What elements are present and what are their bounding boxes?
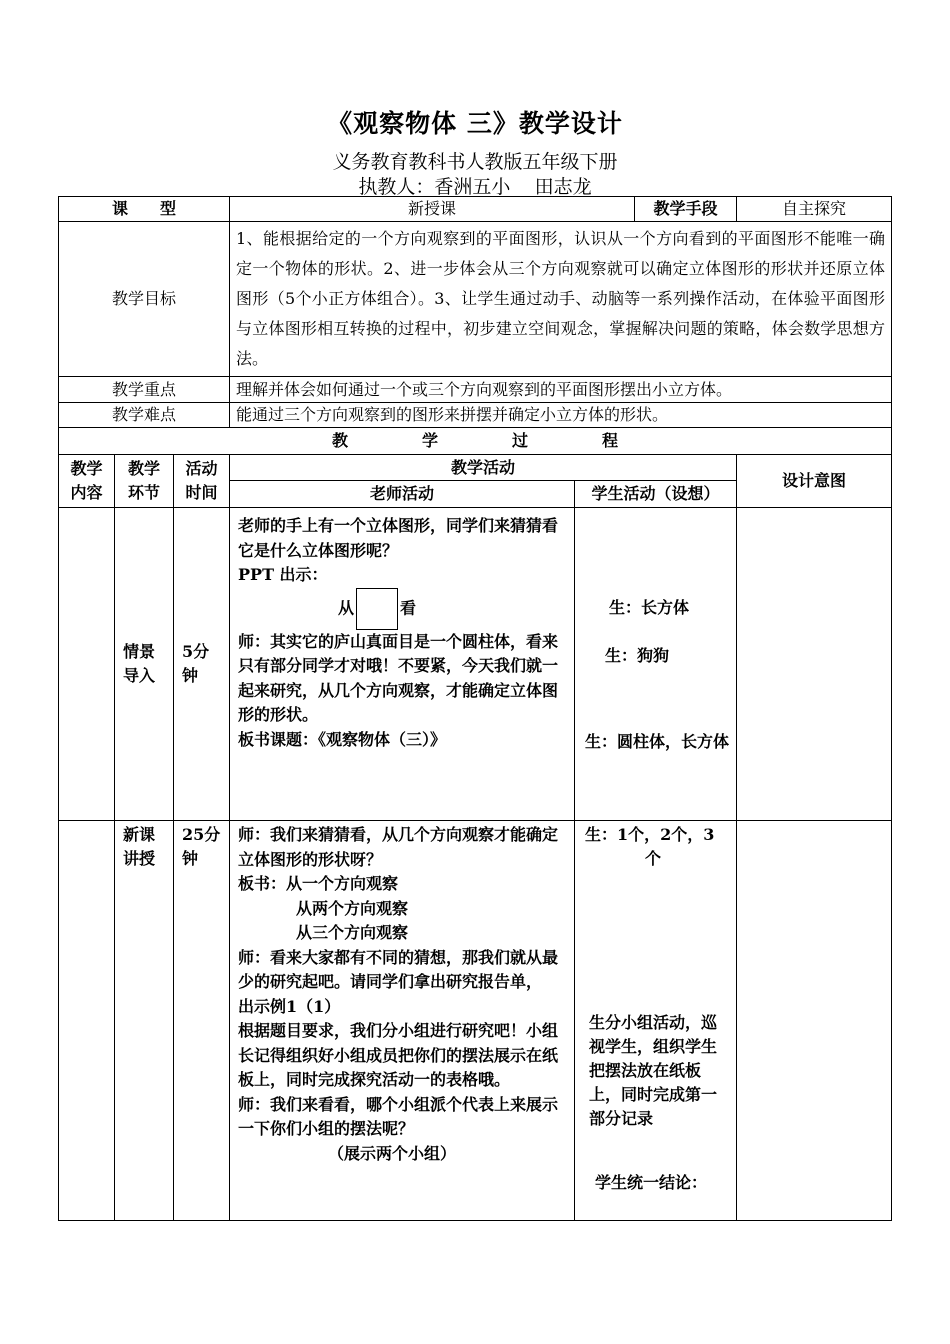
teaching-means-value: 自主探究: [737, 197, 892, 222]
intro-time: 5分钟: [174, 508, 230, 821]
new-student-line: 生分小组活动，巡视学生，组织学生把摆法放在纸板上，同时完成第一部分记录: [589, 1013, 718, 1128]
new-teacher-line: 板书：从一个方向观察: [238, 874, 399, 893]
new-teacher-line: 师：看来大家都有不同的猜想，那我们就从最少的研究起吧。请同学们拿出研究报告单，: [238, 947, 559, 991]
col-stage-header: 教学环节: [115, 455, 174, 508]
intro-student-line: 生：圆柱体，长方体: [585, 732, 730, 751]
column-header-row-1: [59, 455, 892, 481]
process-header-char: 过: [511, 431, 528, 450]
teaching-goals-row: [59, 222, 892, 377]
intro-teacher-activity: [230, 508, 575, 821]
intro-row: [59, 508, 892, 821]
page-title: 《观察物体 三》教学设计: [327, 109, 623, 138]
teaching-goals-text: 1、能根据给定的一个方向观察到的平面图形，认识从一个方向看到的平面图形不能唯一确定一个物体的形状。2、进一步体会从三个方向观察就可以确定立体图形的形状并还原立体图形（5个小正方体组合）。3、让学生通过动手、动脑等一系列操作活动，在体验平面图形与立体图形相互转换的过程中，初步建立空间观念，掌握解决问题的策略，体会数学思想方法。: [230, 222, 892, 377]
teaching-means-label: 教学手段: [635, 197, 737, 222]
ppt-shape-placeholder: [356, 588, 398, 630]
new-teacher-line: 师：我们来猜猜看，从几个方向观察才能确定立体图形的形状呀？: [238, 825, 559, 869]
process-header-char: 学: [421, 431, 438, 450]
teacher-line: 执教人：香洲五小 田志龙: [358, 176, 592, 198]
teaching-goals-label: 教学目标: [59, 222, 230, 377]
intro-teacher-line: 板书课题：《观察物体（三）》: [238, 729, 447, 749]
process-header-char: 教: [331, 431, 348, 450]
new-teacher-line: 出示例1（1）: [238, 996, 341, 1016]
difficulty-text: 能通过三个方向观察到的图形来拼摆并确定小立方体的形状。: [230, 403, 892, 428]
textbook-subtitle: 义务教育教科书人教版五年级下册: [332, 151, 618, 173]
new-teacher-line: （展示两个小组）: [328, 1143, 457, 1163]
intro-student-line: 生：狗狗: [605, 646, 670, 665]
intro-intent-cell: [737, 508, 892, 821]
new-teacher-line: 根据题目要求，我们分小组进行研究吧！小组长记得组织好小组成员把你们的摆法展示在纸板上，同时完成探究活动一的表格哦。: [238, 1021, 559, 1089]
col-teacher-header: 老师活动: [230, 481, 575, 508]
difficulty-label: 教学难点: [59, 403, 230, 428]
key-point-text: 理解并体会如何通过一个或三个方向观察到的平面图形摆出小立方体。: [230, 377, 892, 403]
col-student-header: 学生活动（设想）: [575, 481, 737, 508]
new-content-cell: [59, 821, 115, 1221]
new-teacher-line: 师：我们来看看，哪个小组派个代表上来展示一下你们小组的摆法呢？: [238, 1094, 559, 1138]
new-student-line: 生：1个，2个，3: [585, 825, 715, 844]
new-time: 25分钟: [174, 821, 230, 1221]
intro-teacher-line: PPT 出示：: [238, 565, 328, 584]
new-teacher-line: 从三个方向观察: [296, 923, 409, 942]
new-teacher-activity: [230, 821, 575, 1221]
lesson-type-value: 新授课: [230, 197, 635, 222]
process-header-char: 程: [601, 431, 618, 450]
key-point-row: [59, 377, 892, 403]
ppt-figure-prefix: 从: [338, 598, 355, 617]
col-content-header: 教学内容: [59, 455, 115, 508]
intro-content-cell: [59, 508, 115, 821]
new-student-line: 个: [645, 849, 662, 868]
difficulty-row: [59, 403, 892, 428]
new-intent-cell: [737, 821, 892, 1221]
new-student-activity: [575, 821, 737, 1221]
new-student-line: 学生统一结论：: [595, 1173, 708, 1192]
intro-teacher-line: 老师的手上有一个立体图形，同学们来猜猜看它是什么立体图形呢？: [238, 516, 559, 560]
ppt-figure-line: [238, 588, 566, 630]
intro-stage: 情景导入: [115, 508, 174, 821]
intro-student-activity: [575, 508, 737, 821]
process-header-row: [59, 428, 892, 455]
lesson-plan-table: [58, 196, 892, 1221]
new-teacher-line: 从两个方向观察: [296, 898, 409, 918]
lesson-type-label: 课 型: [59, 197, 230, 222]
intro-teacher-line: 师：其实它的庐山真面目是一个圆柱体，看来只有部分同学才对哦！不要紧，今天我们就一起来研究，从几个方向观察，才能确定立体图形的形状。: [238, 631, 559, 724]
col-activity-header: 教学活动: [230, 455, 737, 481]
ppt-figure-suffix: 看: [400, 598, 417, 617]
process-header: [59, 428, 892, 455]
intro-student-line: 生：长方体: [609, 598, 690, 617]
key-point-label: 教学重点: [59, 377, 230, 403]
col-intent-header: 设计意图: [737, 455, 892, 508]
lesson-type-row: [59, 197, 892, 222]
new-stage: 新课讲授: [115, 821, 174, 1221]
new-lesson-row: [59, 821, 892, 1221]
col-time-header: 活动时间: [174, 455, 230, 508]
